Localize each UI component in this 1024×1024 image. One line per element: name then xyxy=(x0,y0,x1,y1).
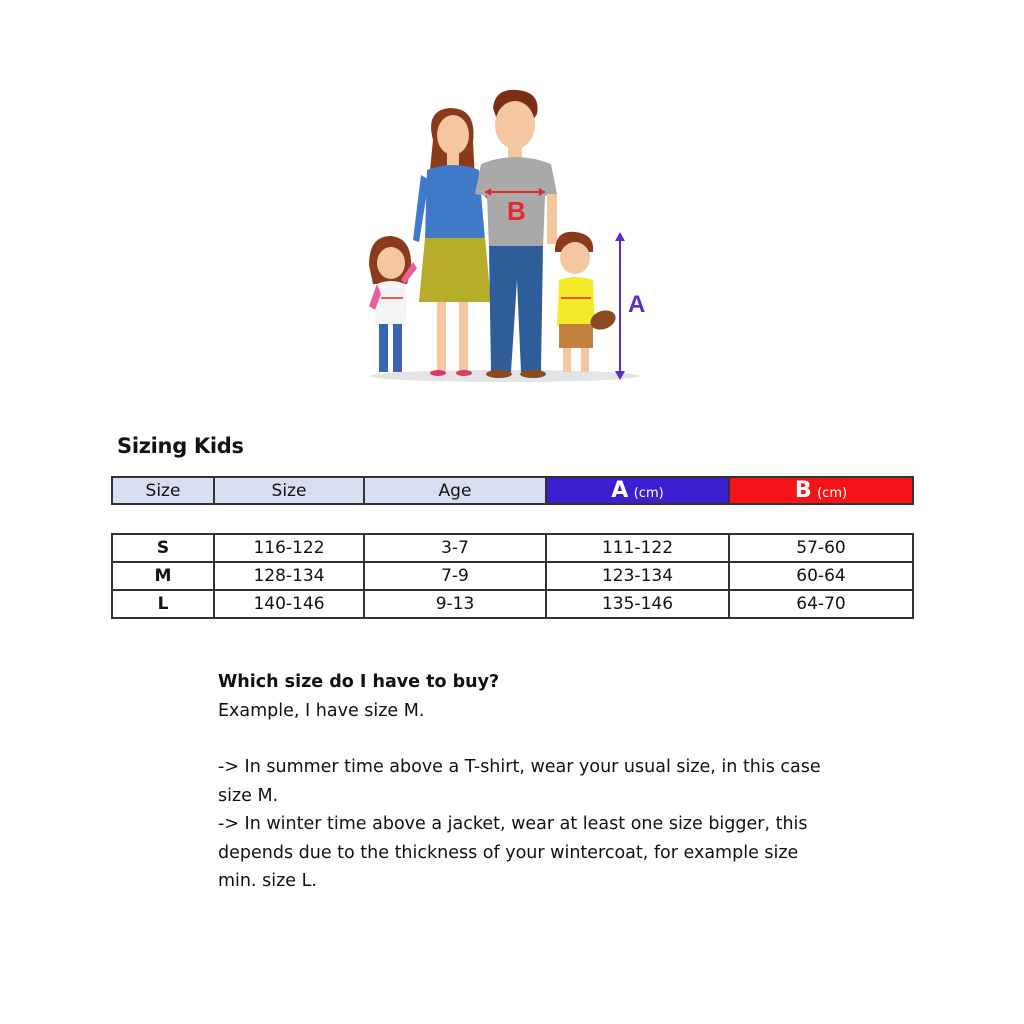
cell-range: 140-146 xyxy=(214,590,364,618)
header-size-letter: Size xyxy=(112,477,214,504)
cell-size: L xyxy=(112,590,214,618)
cell-b: 57-60 xyxy=(729,534,913,562)
cell-a: 135-146 xyxy=(546,590,729,618)
cell-size: S xyxy=(112,534,214,562)
header-b-unit: (cm) xyxy=(817,486,848,501)
header-b xyxy=(729,477,913,504)
height-arrow-a xyxy=(615,232,645,380)
summer-advice-line: size M. xyxy=(218,785,279,806)
spacer xyxy=(218,725,838,753)
header-age: Age xyxy=(364,477,546,504)
summer-advice-line: -> In summer time above a T-shirt, wear your usual size, in this case xyxy=(218,757,821,777)
header-a-unit: (cm) xyxy=(633,486,664,501)
header-a-letter: A xyxy=(611,478,629,503)
boy-figure xyxy=(555,232,618,372)
family-illustration xyxy=(355,80,675,390)
label-b: B xyxy=(507,196,526,226)
cell-age: 9-13 xyxy=(364,590,546,618)
label-a: A xyxy=(628,291,646,318)
guidance-example: Example, I have size M. xyxy=(218,700,425,721)
size-table-header xyxy=(111,476,914,505)
mother-figure xyxy=(413,108,501,376)
winter-advice-line: -> In winter time above a jacket, wear at least one size bigger, this xyxy=(218,814,808,834)
cell-age: 3-7 xyxy=(364,534,546,562)
cell-a: 111-122 xyxy=(546,534,729,562)
cell-range: 116-122 xyxy=(214,534,364,562)
cell-range: 128-134 xyxy=(214,562,364,590)
cell-b: 60-64 xyxy=(729,562,913,590)
winter-advice-line: depends due to the thickness of your wintercoat, for example size xyxy=(218,842,799,863)
size-table xyxy=(111,533,914,619)
girl-figure xyxy=(369,236,417,372)
cell-a: 123-134 xyxy=(546,562,729,590)
header-b-letter: B xyxy=(794,478,812,503)
cell-age: 7-9 xyxy=(364,562,546,590)
guidance-question: Which size do I have to buy? xyxy=(218,672,500,692)
cell-b: 64-70 xyxy=(729,590,913,618)
header-row xyxy=(112,477,913,504)
table-row xyxy=(112,590,913,618)
table-row xyxy=(112,534,913,562)
header-size-range: Size xyxy=(214,477,364,504)
father-figure xyxy=(475,90,557,378)
table-row xyxy=(112,562,913,590)
size-guidance xyxy=(218,668,838,896)
page-title: Sizing Kids xyxy=(117,434,244,458)
winter-advice-line: min. size L. xyxy=(218,871,317,891)
header-a xyxy=(546,477,729,504)
cell-size: M xyxy=(112,562,214,590)
